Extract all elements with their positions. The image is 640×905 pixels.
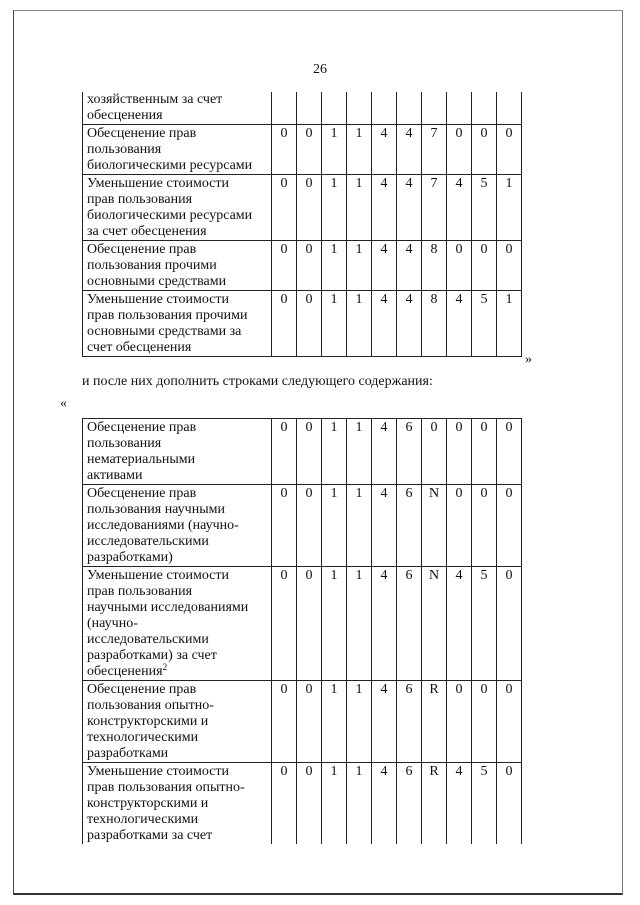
code-digit-cell: 0: [472, 125, 497, 175]
code-digit-cell: 4: [397, 125, 422, 175]
code-digit-cell: 0: [297, 763, 322, 845]
code-digit-cell: 0: [297, 125, 322, 175]
row-name-line: биологическими ресурсами: [87, 158, 253, 173]
code-digit-cell: 1: [347, 485, 372, 567]
code-digit-cell: 0: [422, 419, 447, 485]
code-digit-cell: 0: [297, 241, 322, 291]
code-digit-cell: 1: [322, 291, 347, 357]
row-name-line: исследованиями (научно-: [87, 518, 239, 533]
code-digit-cell: 0: [297, 485, 322, 567]
code-digit-cell: 1: [322, 175, 347, 241]
code-digit-cell: 0: [297, 419, 322, 485]
row-name-line: прав пользования: [87, 584, 193, 599]
code-digit-cell: 4: [447, 175, 472, 241]
code-digit-cell: 0: [447, 419, 472, 485]
code-digit-cell: 1: [322, 567, 347, 681]
code-digit-cell: R: [422, 681, 447, 763]
row-name-line: технологическими: [87, 730, 199, 745]
code-digit-cell: 0: [272, 291, 297, 357]
table-row: [83, 92, 522, 125]
code-digit-cell: 0: [272, 763, 297, 845]
row-name-line: Обесценение прав: [87, 242, 197, 257]
code-digit-cell: 0: [272, 241, 297, 291]
code-digit-cell: 1: [347, 241, 372, 291]
table-row: [83, 681, 522, 763]
code-digit-cell: 0: [472, 241, 497, 291]
code-digit-cell: 0: [272, 681, 297, 763]
code-digit-cell: 0: [497, 763, 522, 845]
row-name-cell: [83, 241, 272, 291]
code-digit-cell: 8: [422, 291, 447, 357]
code-digit-cell: 0: [297, 681, 322, 763]
row-name-line: счет обесценения: [87, 340, 192, 355]
code-digit-cell: 0: [472, 485, 497, 567]
table-row: [83, 175, 522, 241]
code-digit-cell: 0: [297, 175, 322, 241]
code-digit-cell: [272, 92, 297, 125]
code-digit-cell: 0: [272, 485, 297, 567]
table-row: [83, 485, 522, 567]
row-name-cell: [83, 681, 272, 763]
row-name-line: пользования: [87, 436, 162, 451]
row-name-line: основными средствами за: [87, 324, 242, 339]
code-digit-cell: 4: [372, 567, 397, 681]
opening-quote: «: [60, 396, 67, 411]
table-row: [83, 567, 522, 681]
code-digit-cell: [397, 92, 422, 125]
code-digit-cell: 6: [397, 681, 422, 763]
code-digit-cell: 1: [347, 419, 372, 485]
row-name-line: обесценения$^2$: [87, 662, 168, 679]
code-digit-cell: [447, 92, 472, 125]
row-name-line: пользования прочими: [87, 258, 217, 273]
code-digit-cell: 4: [397, 291, 422, 357]
row-name-cell: [83, 175, 272, 241]
code-digit-cell: 4: [372, 485, 397, 567]
table-row: [83, 241, 522, 291]
row-name-line: обесценения: [87, 108, 163, 123]
code-digit-cell: 0: [272, 419, 297, 485]
code-digit-cell: 5: [472, 763, 497, 845]
table-row: [83, 763, 522, 845]
code-digit-cell: 0: [497, 681, 522, 763]
row-name-line: за счет обесценения: [87, 224, 207, 239]
code-digit-cell: 6: [397, 419, 422, 485]
row-name-line: разработками) за счет: [87, 648, 217, 663]
row-name-line: разработками: [87, 746, 169, 761]
row-name-line: пользования: [87, 142, 162, 157]
table-row: [83, 291, 522, 357]
table-row: [83, 125, 522, 175]
insertion-note: и после них дополнить строками следующего содержания:: [82, 374, 433, 389]
code-digit-cell: 4: [372, 175, 397, 241]
row-name-line: прав пользования прочими: [87, 308, 248, 323]
row-name-line: Обесценение прав: [87, 682, 197, 697]
code-digit-cell: 1: [322, 485, 347, 567]
code-digit-cell: 0: [497, 419, 522, 485]
code-digit-cell: 0: [447, 681, 472, 763]
code-digit-cell: 0: [497, 485, 522, 567]
code-digit-cell: [322, 92, 347, 125]
row-name-line: Уменьшение стоимости: [87, 292, 229, 307]
code-digit-cell: 4: [372, 125, 397, 175]
code-digit-cell: 4: [447, 567, 472, 681]
code-digit-cell: 5: [472, 175, 497, 241]
row-name-line: Обесценение прав: [87, 486, 197, 501]
row-name-line: конструкторскими и: [87, 796, 209, 811]
code-digit-cell: [372, 92, 397, 125]
code-digit-cell: 0: [447, 125, 472, 175]
code-digit-cell: 1: [347, 125, 372, 175]
code-digit-cell: 6: [397, 763, 422, 845]
code-digit-cell: 1: [347, 763, 372, 845]
row-name-line: хозяйственным за счет: [87, 92, 223, 107]
closing-quote: »: [525, 352, 532, 367]
code-digit-cell: 0: [497, 567, 522, 681]
code-digit-cell: [347, 92, 372, 125]
code-digit-cell: 0: [297, 567, 322, 681]
row-name-cell: [83, 485, 272, 567]
row-name-cell: [83, 125, 272, 175]
code-digit-cell: 1: [322, 241, 347, 291]
row-name-line: прав пользования опытно-: [87, 780, 245, 795]
code-digit-cell: 0: [447, 241, 472, 291]
row-name-cell: [83, 567, 272, 681]
code-digit-cell: [297, 92, 322, 125]
code-digit-cell: 1: [322, 763, 347, 845]
row-name-line: исследовательскими: [87, 534, 209, 549]
code-digit-cell: 1: [497, 175, 522, 241]
page-number: 26: [313, 62, 327, 77]
row-name-line: научными исследованиями: [87, 600, 249, 615]
code-digit-cell: 1: [347, 567, 372, 681]
code-digit-cell: 0: [472, 681, 497, 763]
code-digit-cell: 4: [372, 763, 397, 845]
row-name-line: (научно-: [87, 616, 138, 631]
code-digit-cell: 4: [372, 419, 397, 485]
row-name-line: разработками за счет: [87, 828, 213, 843]
code-digit-cell: 7: [422, 175, 447, 241]
code-digit-cell: 1: [347, 175, 372, 241]
table-row: [83, 419, 522, 485]
row-name-line: конструкторскими и: [87, 714, 209, 729]
code-digit-cell: 4: [447, 763, 472, 845]
code-digit-cell: 1: [322, 681, 347, 763]
code-digit-cell: 4: [372, 241, 397, 291]
code-digit-cell: N: [422, 567, 447, 681]
code-digit-cell: 0: [297, 291, 322, 357]
code-digit-cell: 0: [447, 485, 472, 567]
row-name-line: основными средствами: [87, 274, 227, 289]
code-digit-cell: 6: [397, 485, 422, 567]
code-digit-cell: [497, 92, 522, 125]
row-name-line: Обесценение прав: [87, 420, 197, 435]
row-name-line: биологическими ресурсами: [87, 208, 253, 223]
row-name-cell: [83, 419, 272, 485]
code-digit-cell: 6: [397, 567, 422, 681]
code-digit-cell: 0: [497, 125, 522, 175]
row-name-line: пользования опытно-: [87, 698, 214, 713]
row-name-cell: [83, 92, 272, 125]
row-name-line: технологическими: [87, 812, 199, 827]
code-digit-cell: 0: [472, 419, 497, 485]
row-name-line: Уменьшение стоимости: [87, 568, 229, 583]
row-name-line: прав пользования: [87, 192, 193, 207]
row-name-line: Уменьшение стоимости: [87, 176, 229, 191]
code-digit-cell: 4: [397, 241, 422, 291]
code-digit-cell: 1: [347, 681, 372, 763]
code-digit-cell: 4: [372, 291, 397, 357]
row-name-cell: [83, 763, 272, 845]
code-digit-cell: 4: [447, 291, 472, 357]
row-name-line: пользования научными: [87, 502, 225, 517]
account-codes-table-after: [82, 418, 522, 844]
row-name-line: Обесценение прав: [87, 126, 197, 141]
code-digit-cell: 0: [272, 125, 297, 175]
code-digit-cell: 8: [422, 241, 447, 291]
row-name-line: нематериальными: [87, 452, 196, 467]
row-name-line: разработками): [87, 550, 173, 565]
code-digit-cell: 0: [497, 241, 522, 291]
row-name-cell: [83, 291, 272, 357]
code-digit-cell: 1: [497, 291, 522, 357]
footnote-marker: 2: [162, 662, 168, 672]
code-digit-cell: 0: [272, 175, 297, 241]
code-digit-cell: 7: [422, 125, 447, 175]
code-digit-cell: N: [422, 485, 447, 567]
account-codes-table-before: [82, 92, 522, 357]
code-digit-cell: 5: [472, 567, 497, 681]
code-digit-cell: 5: [472, 291, 497, 357]
code-digit-cell: 0: [272, 567, 297, 681]
code-digit-cell: 4: [397, 175, 422, 241]
code-digit-cell: [422, 92, 447, 125]
row-name-line: Уменьшение стоимости: [87, 764, 229, 779]
code-digit-cell: 1: [322, 125, 347, 175]
code-digit-cell: R: [422, 763, 447, 845]
code-digit-cell: 1: [347, 291, 372, 357]
code-digit-cell: 1: [322, 419, 347, 485]
code-digit-cell: 4: [372, 681, 397, 763]
code-digit-cell: [472, 92, 497, 125]
row-name-line: активами: [87, 468, 143, 483]
row-name-line: исследовательскими: [87, 632, 209, 647]
